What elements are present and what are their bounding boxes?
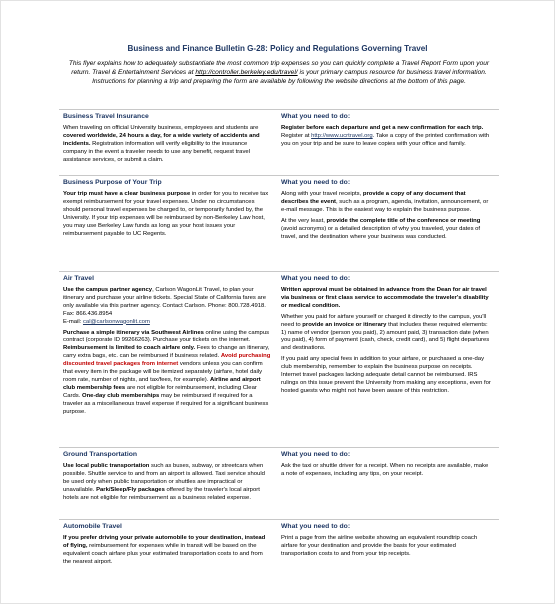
intro-text: This flyer explains how to adequately substantiate the most common trip expenses so you can quickly complete a Travel Report Form upon your return. Travel & Entertainment Services at <box>68 60 490 77</box>
section-automobile-travel <box>59 519 499 580</box>
air-invoice-instructions: Whether you paid for airfare yourself or charged it directly to the campus, you'll need to provide an invoice or itinerary that includes these required elements: 1) name of vendor (person you paid), 2) amount paid, 3) transaction date (when you paid), 4) form of payment (cash, check, credit card), and 5) flight departures and destinations. <box>281 313 490 352</box>
intro-paragraph <box>64 59 494 87</box>
ground-right-column <box>281 451 493 482</box>
air-southwest-info: Purchase a simple itinerary via Southwest Airlines online using the campus contract (corporate ID 99266263). Purchase your tickets on the internet. Reimbursement is limited to coach airfare only. Fees to change an itinerary, carry extra bags, etc. can be reimbursed if business related. Avoid purchasing discounted travel packages from internet vendors unless you can confirm that every item in the package will be itemized separately (airfare, hotel daily room rate, number of nights, and tax/fees, for example). Airline and airport club membership fees are not eligible for reimbursement, including Clear Cards. One-day club memberships may be reimbursed if required for a traveler as a miscellaneous travel expense if required for a significant business purpose. <box>63 329 271 415</box>
purpose-left-column <box>63 179 271 241</box>
purpose-todo-heading: What you need to do: <box>281 179 351 186</box>
air-heading: Air Travel <box>63 275 94 282</box>
auto-description: If you prefer driving your private automobile to your destination, instead of flying, reimbursement for expenses while in transit will be based on the equivalent coach airfare plus your estimated transportation costs to and from the nearest airport. <box>63 535 266 565</box>
air-approval-note: Written approval must be obtained in advance from the Dean for air travel via business or first class service to accommodate the traveler's disability or medical condition. <box>281 287 489 309</box>
carlson-email-link[interactable]: cal@carlsonwagonlit.com <box>82 318 150 325</box>
purpose-instructions-2: At the very least, provide the complete title of the conference or meeting (avoid acronyms) or a detailed description of why you traveled, your dates of travel, and the destination where your business was conducted. <box>281 217 481 240</box>
insurance-instructions: Register before each departure and get a new confirmation for each trip. Register at http://www.ucrtravel.org. Take a copy of the printed confirmation with you on your trip and be sure to leave copies with your office and family. <box>281 125 490 147</box>
section-ground-transportation <box>59 447 499 518</box>
intro-text-2: is your primary campus resource for business travel information. Instructions for planning a trip and preparing the form are available by following the website directions at the bottom of this page. <box>92 69 487 86</box>
purpose-instructions-1: Along with your travel receipts, provide a copy of any document that describes the event, such as a program, agenda, invitation, announcement, or e-mail message. This is the easiest way to explain the business purpose. <box>281 191 489 213</box>
auto-left-column <box>63 523 271 570</box>
air-agency-info: Use the campus partner agency, Carlson WagonLit Travel, to plan your itinerary and purchase your airline tickets. Special State of California fares are only available via this partner agency. Contact Carlson. Phone: 800.728.4918. Fax: 866.436.8954 E-mail: cal@carlsonwagonlit.com <box>63 287 266 325</box>
insurance-description: When traveling on official University business, employees and students are covered worldwide, 24 hours a day, for a wide variety of accidents and incidents. Registration information will verify eligibility to the insurance company in the event a traveler needs to use any benefit, request travel assistance services, or submit a claim. <box>63 125 260 163</box>
purpose-heading: Business Purpose of Your Trip <box>63 179 162 186</box>
air-left-column <box>63 275 271 420</box>
section-travel-insurance <box>59 109 499 168</box>
ground-instructions: Ask the taxi or shuttle driver for a receipt. When no receipts are available, make a note of expenses, including any tips, on your receipt. <box>281 463 489 477</box>
insurance-left-column <box>63 113 271 168</box>
ucrtravel-link[interactable]: http://www.ucrtravel.org <box>311 132 373 139</box>
insurance-heading: Business Travel Insurance <box>63 113 149 120</box>
air-todo-heading: What you need to do: <box>281 275 351 282</box>
section-business-purpose <box>59 175 499 268</box>
auto-heading: Automobile Travel <box>63 523 122 530</box>
purpose-right-column <box>281 179 493 244</box>
auto-todo-heading: What you need to do: <box>281 523 351 530</box>
insurance-right-column <box>281 113 493 152</box>
insurance-todo-heading: What you need to do: <box>281 113 351 120</box>
document-title: Business and Finance Bulletin G-28: Policy and Regulations Governing Travel <box>127 44 428 53</box>
purpose-description: Your trip must have a clear business purpose in order for you to receive tax exempt reimbursement for your travel expenses. Under no circumstances should personal travel expenses be charged to, or temporarily funded by, the University. If your trip expenses will be reimbursed by non-Berkeley Law host, you may use Berkeley Law funds as long as your host issues your reimbursement payable to UC Regents. <box>63 191 269 237</box>
ground-left-column <box>63 451 271 506</box>
ground-todo-heading: What you need to do: <box>281 451 351 458</box>
section-air-travel <box>59 271 499 446</box>
travel-website-link[interactable]: http://controller.berkeley.edu/travel/ <box>195 69 298 77</box>
ground-heading: Ground Transportation <box>63 451 138 458</box>
air-fees-instructions: If you paid any special fees in addition to your airfare, or purchased a one-day club membership, remember to explain the business purpose on receipts. Internet travel packages lacking adequate detail cannot be reimbursed. IRS rulings on this issue prevent the University from making any exceptions, even for hosted guests who might not have been aware of this restriction. <box>281 356 491 394</box>
ground-description: Use local public transportation such as buses, subway, or streetcars when possible. Shuttle service to and from an airport is allowed. Taxi service should be used only when public transportation or shuttles are impractical or unavailable. Park/Sleep/Fly packages offered by the traveler's local airport hotels are not eligible for reimbursement as a business related expense. <box>63 463 265 501</box>
auto-instructions: Print a page from the airline website showing an equivalent roundtrip coach airfare for your destination and provide the basis for your estimated transportation costs to and from your trip receipts. <box>281 535 478 557</box>
auto-right-column <box>281 523 493 562</box>
air-right-column <box>281 275 493 399</box>
